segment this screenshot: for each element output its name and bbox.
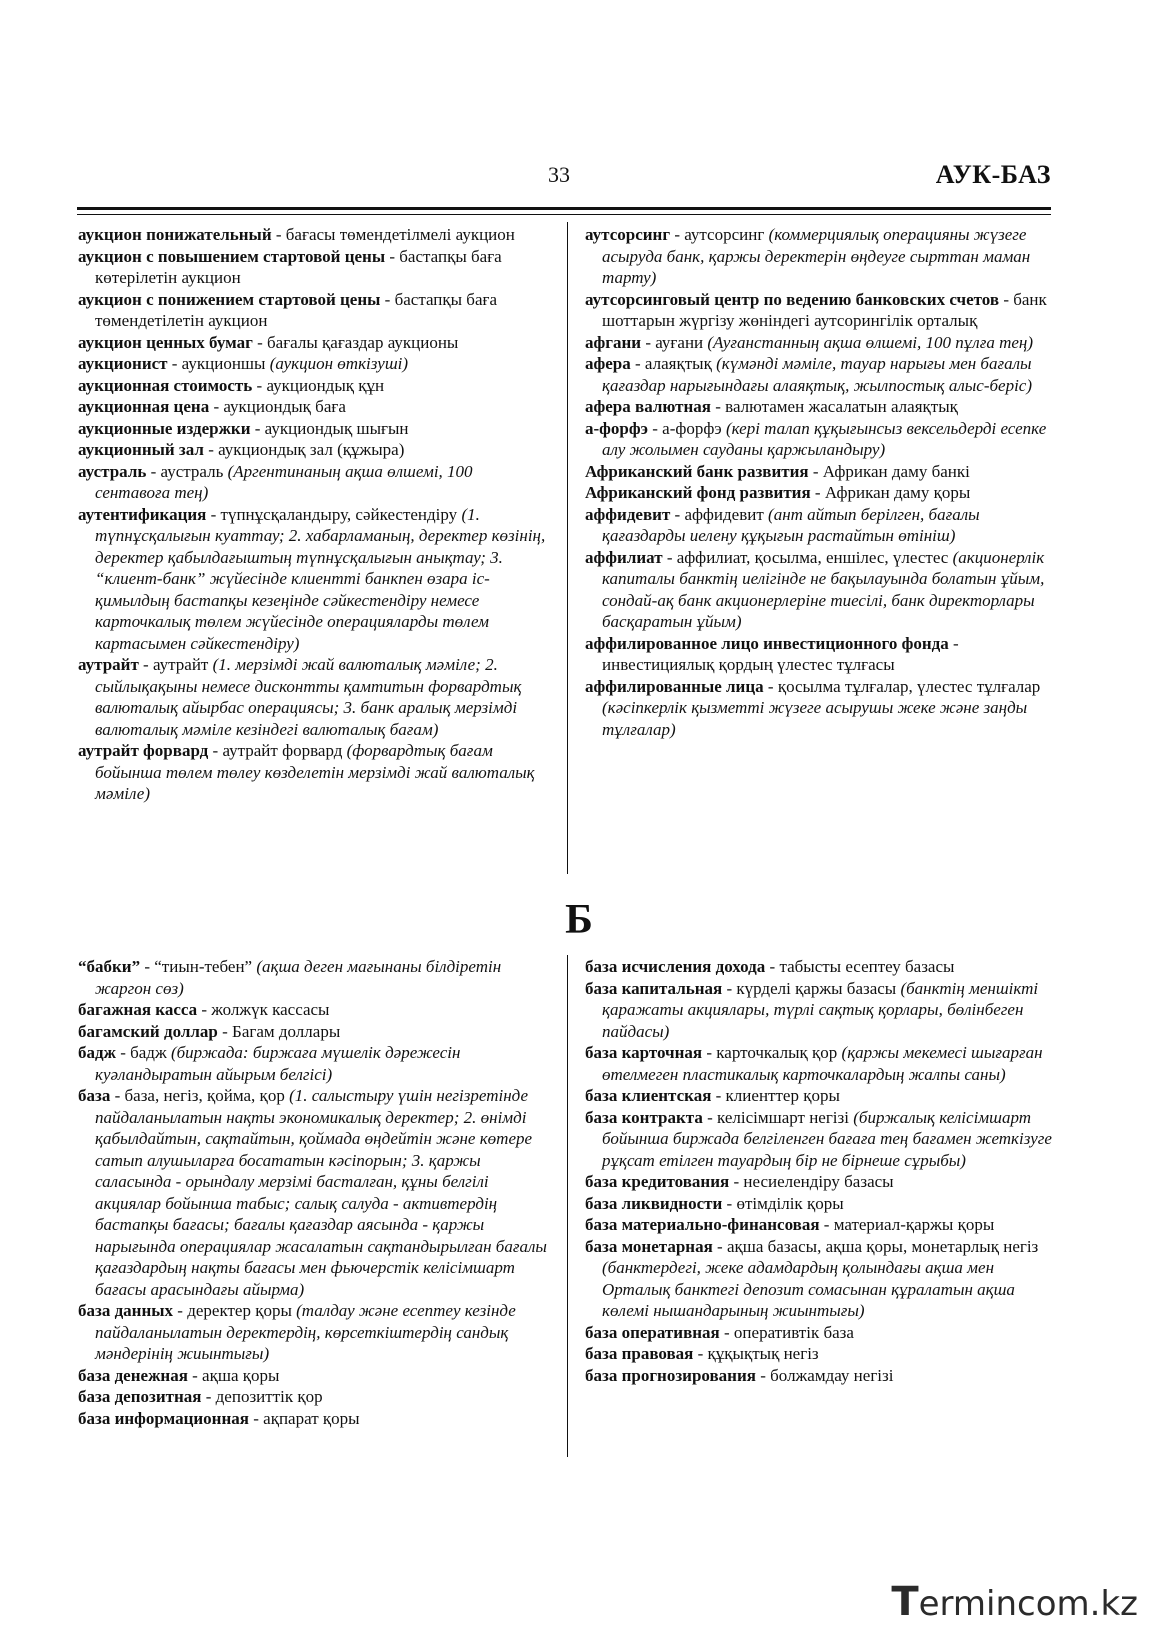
dictionary-entry — [585, 461, 1053, 483]
dictionary-entry — [585, 1365, 1053, 1387]
entry-translation: - қосылма тұлғалар, үлестес тұлғалар — [763, 676, 1041, 696]
entry-translation: - материал-қаржы қоры — [819, 1215, 995, 1234]
entry-term: аукционист — [78, 354, 168, 373]
dictionary-entry — [585, 1107, 1053, 1172]
dictionary-entry — [585, 1322, 1053, 1344]
entry-translation: - алаяқтық — [630, 354, 717, 373]
entry-translation: - валютамен жасалатын алаяқтық — [711, 397, 958, 416]
entry-note: (ақша деген мағынаны білдіретін жаргон сөз) — [95, 957, 502, 998]
entry-translation: - аукциондық зал (құжыра) — [203, 440, 405, 459]
entry-note: (банктердегі, жеке адамдардың қолындағы ақша мен Орталық банктегі депозит сомасынан құралатын ақша көлемі нышандарының жиынтығы) — [602, 1258, 1015, 1320]
dictionary-entry — [78, 246, 548, 289]
dictionary-entry — [78, 439, 548, 461]
column-divider-bottom — [567, 955, 568, 1457]
entry-translation: - табысты есептеу базасы — [765, 957, 955, 976]
entry-note: (аукцион өткізуші) — [269, 354, 409, 373]
dictionary-entry — [78, 1300, 548, 1365]
header-rule-thick — [77, 207, 1051, 210]
entry-note: (1. түпнұсқалығын куаттау; 2. хабарламаның, деректер көзінің, деректер қабылдағыштың түпнұсқалығын анықтау; 3. “клиент-банк” жүйесінде клиентті банкпен өзара іс-қимылдың бастапқы кезеңінде сәйкестендіру немесе карточкалық төлем жүйесінде операцияларды төлем картасымен сәйкестендіру) — [95, 504, 546, 653]
entry-term: аукционная цена — [78, 397, 210, 416]
entry-term: база информационная — [78, 1408, 249, 1428]
watermark-logo-text: ermincom.kz — [918, 1584, 1138, 1624]
entry-translation: - күрделі қаржы базасы — [722, 978, 901, 998]
dictionary-entry — [78, 375, 548, 397]
entry-translation: - аффилиат, қосылма, еншілес, үлестес — [662, 547, 953, 567]
dictionary-entry — [585, 978, 1053, 1043]
entry-term: багамский доллар — [78, 1021, 218, 1041]
entry-term: аукцион с понижением стартовой цены — [78, 289, 381, 309]
entry-note: (коммерциялық операцияны жүзеге асыруда банк, қаржы деректерін өңдеуге сырттан маман тарту) — [602, 225, 1031, 287]
entry-term: база исчисления дохода — [585, 957, 766, 976]
entry-translation: - а-форфэ — [648, 418, 726, 438]
entry-translation: - бастапқы баға төмендетілетін аукцион — [95, 289, 498, 330]
entry-translation: - аффидевит — [670, 504, 769, 524]
entry-term: аукцион с повышением стартовой цены — [78, 246, 386, 266]
column-top-left — [78, 224, 548, 805]
entry-translation: - банк шоттарын жүргізу жөніндегі аутсорингілік орталық — [602, 289, 1047, 330]
entry-term: Африканский банк развития — [585, 461, 809, 481]
entry-translation: - депозиттік қор — [201, 1387, 323, 1406]
entry-term: афера валютная — [585, 397, 711, 416]
entry-term: база денежная — [78, 1365, 188, 1385]
entry-note: (Аргентинаның ақша өлшемі, 100 сентавоға тең) — [95, 461, 473, 502]
dictionary-entry — [585, 482, 1053, 504]
dictionary-entry — [78, 289, 548, 332]
dictionary-entry — [78, 654, 548, 740]
entry-translation: - оперативтік база — [719, 1322, 854, 1342]
entry-term: база правовая — [585, 1344, 694, 1363]
entry-term: аффилированное лицо инвестиционного фонда — [585, 633, 949, 653]
header-rule-thin — [77, 214, 1051, 215]
dictionary-entry — [78, 353, 548, 375]
entry-note: (форвардтық бағам бойынша төлем төлеу көзделетін мерзімді жай валюталық мәміле) — [95, 741, 535, 803]
dictionary-entry — [585, 547, 1053, 633]
dictionary-entry — [585, 396, 1053, 418]
entry-translation: - аутсорсинг — [670, 225, 769, 244]
entry-term: аукцион понижательный — [78, 225, 272, 244]
dictionary-entry — [78, 504, 548, 655]
entry-term: база данных — [78, 1301, 174, 1320]
entry-translation: - бағалы қағаздар аукционы — [252, 332, 459, 352]
dictionary-entry — [585, 676, 1053, 741]
dictionary-entry — [78, 461, 548, 504]
dictionary-entry — [585, 332, 1053, 354]
entry-translation: - ауғани — [641, 332, 708, 352]
dictionary-entry — [585, 224, 1053, 289]
dictionary-entry — [78, 1042, 548, 1085]
column-divider-top — [567, 222, 568, 874]
entry-term: аффилиат — [585, 547, 663, 567]
entry-translation: - аукциондық құн — [252, 375, 385, 395]
entry-translation: - аутрайт — [138, 655, 213, 674]
entry-translation: - клиенттер қоры — [711, 1086, 840, 1105]
dictionary-entry — [78, 740, 548, 805]
entry-term: аффилированные лица — [585, 676, 764, 696]
entry-translation: - аустраль — [146, 461, 228, 481]
dictionary-entry — [585, 956, 1053, 978]
entry-translation: - аутрайт форвард — [208, 741, 347, 760]
entry-translation: - деректер қоры — [173, 1301, 297, 1320]
entry-term: а-форфэ — [585, 418, 648, 438]
entry-term: аутсорсинг — [585, 225, 671, 244]
entry-term: база материально-финансовая — [585, 1215, 820, 1234]
dictionary-entry — [585, 1171, 1053, 1193]
dictionary-entry — [78, 1021, 548, 1043]
entry-note: (ант айтып берілген, бағалы қағаздарды иелену құқығын растайтын өтініш) — [602, 504, 980, 545]
entry-note: (1. мерзімді жай валюталық мәміле; 2. сыйлықақыны немесе дисконтты қамтитын форвардтық валюталық айырбас операциясы; 3. банк аралық мерзімді валюталық мәміле кезіндегі валюталық бағам) — [95, 655, 522, 739]
entry-translation: - келісімшарт негізі — [702, 1107, 854, 1127]
entry-translation: - база, негіз, қойма, қор — [110, 1086, 290, 1105]
entry-term: аукционный зал — [78, 440, 204, 459]
column-top-right — [585, 224, 1053, 740]
watermark-logo[interactable] — [891, 1579, 1138, 1625]
dictionary-entry — [585, 1236, 1053, 1322]
column-bottom-right — [585, 956, 1053, 1386]
dictionary-entry — [78, 956, 548, 999]
entry-term: аустраль — [78, 461, 147, 481]
entry-translation: - аукциондық шығын — [250, 418, 409, 438]
dictionary-entry — [585, 1042, 1053, 1085]
entry-translation: - несиелендіру базасы — [729, 1172, 894, 1191]
entry-note: (биржада: биржаға мүшелік дәрежесін куәландыратын айырым белгісі) — [95, 1043, 461, 1084]
entry-translation: - бадж — [115, 1043, 171, 1062]
dictionary-entry — [78, 1085, 548, 1300]
entry-note: (кері талап құқығынсыз вексельдерді есепке алу жолымен сауданы қаржыландыру) — [602, 418, 1047, 459]
entry-note: (қаржы мекемесі шығарған өтелмеген пластикалық карточкалардың жалпы саны) — [602, 1043, 1043, 1084]
dictionary-entry — [78, 224, 548, 246]
entry-term: база монетарная — [585, 1236, 713, 1256]
entry-translation: - ақпарат қоры — [248, 1408, 360, 1428]
entry-term: база прогнозирования — [585, 1365, 756, 1385]
entry-translation: - Африкан даму қоры — [810, 483, 971, 502]
entry-translation: - ақша базасы, ақша қоры, монетарлық негіз — [712, 1236, 1039, 1256]
entry-translation: - бағасы төмендетілмелі аукцион — [271, 225, 515, 244]
dictionary-entry — [78, 1386, 548, 1408]
dictionary-entry — [585, 418, 1053, 461]
entry-term: база — [78, 1086, 111, 1105]
entry-note: (акционерлік капиталы банктің иелігінде не бақылауында болатын ұйым, сондай-ақ банк акционерлеріне тиесілі, банк директорлары басқаратын ұйым) — [602, 547, 1045, 631]
entry-term: Африканский фонд развития — [585, 483, 811, 502]
entry-term: база клиентская — [585, 1086, 712, 1105]
entry-term: база карточная — [585, 1043, 703, 1062]
watermark-logo-t: T — [891, 1579, 919, 1625]
entry-term: аутрайт форвард — [78, 741, 209, 760]
entry-term: аукционная стоимость — [78, 375, 253, 395]
entry-term: бадж — [78, 1043, 116, 1062]
dictionary-entry — [78, 396, 548, 418]
entry-term: афера — [585, 354, 631, 373]
dictionary-entry — [78, 332, 548, 354]
entry-term: база депозитная — [78, 1387, 202, 1406]
entry-term: база кредитования — [585, 1172, 730, 1191]
entry-translation: - инвестициялық қордың үлестес тұлғасы — [602, 633, 959, 674]
entry-translation: - бастапқы баға көтерілетін аукцион — [95, 246, 502, 287]
dictionary-entry — [585, 1085, 1053, 1107]
running-head: АУК-БАЗ — [935, 160, 1051, 189]
entry-note: (күмәнді мәміле, тауар нарығы мен бағалы қағаздар нарығындағы алаяқтық, жылпостық алыс-беріс) — [602, 354, 1033, 395]
dictionary-entry — [78, 418, 548, 440]
entry-translation: - өтімділік қоры — [722, 1193, 844, 1213]
dictionary-entry — [585, 353, 1053, 396]
section-letter-heading: Б — [565, 897, 593, 943]
column-bottom-left — [78, 956, 548, 1429]
entry-term: аутрайт — [78, 655, 139, 674]
entry-term: афгани — [585, 332, 642, 352]
entry-translation: - ақша қоры — [187, 1365, 280, 1385]
entry-term: база оперативная — [585, 1322, 720, 1342]
entry-note: (банктің меншікті қаражаты акциялары, түрлі сақтық қорлары, бөлінбеген пайдасы) — [602, 978, 1039, 1041]
dictionary-entry — [585, 633, 1053, 676]
entry-term: аутсорсинговый центр по ведению банковских счетов — [585, 289, 1000, 309]
dictionary-entry — [585, 1193, 1053, 1215]
entry-translation: - жолжүк кассасы — [197, 1000, 330, 1019]
entry-note: (талдау және есептеу кезінде пайдаланылатын деректердің, көрсеткіштердің сандық мәндерінің жиынтығы) — [95, 1301, 516, 1363]
dictionary-entry — [78, 999, 548, 1021]
entry-translation: - түпнұсқаландыру, сәйкестендіру — [206, 504, 462, 524]
entry-translation: - карточкалық қор — [702, 1043, 842, 1062]
entry-note: (1. салыстыру үшін негізретінде пайдаланылатын нақты экономикалық деректер; 2. өнімді қабылдайтын, сақтайтын, қоймада өңдейтін және көтере сатып алушыларға босататын кәсіпорын; 3. қаржы саласында - орындалу мерзімі басталған, құны белгілі акциялар бойынша табыс; салық салуда - активтердің бастапқы бағасы; бағалы қағаздар аясында - қаржы нарығында операциялар жасалатын сақтандырылған бағалы қағаздардың нақты бағасы мен фьючерстік келісімшарт бағасы арасындағы айырма) — [95, 1086, 547, 1299]
dictionary-entry — [585, 289, 1053, 332]
entry-translation: - аукционшы — [167, 354, 270, 373]
entry-term: аффидевит — [585, 504, 671, 524]
entry-note: (биржалық келісімшарт бойынша биржада белгіленген бағаға тең бағамен жеткізуге рұқсат етілген тауардың бір не бірнеше сұрыбы) — [602, 1107, 1052, 1170]
page-number: 33 — [548, 162, 570, 187]
entry-translation: - Багам доллары — [217, 1021, 341, 1041]
entry-translation: - “тиын-тебен” — [140, 957, 257, 976]
dictionary-entry — [78, 1365, 548, 1387]
dictionary-entry — [585, 1343, 1053, 1365]
entry-term: багажная касса — [78, 1000, 198, 1019]
dictionary-entry — [78, 1408, 548, 1430]
entry-translation: - болжамдау негізі — [755, 1365, 894, 1385]
entry-translation: - құқықтық негіз — [693, 1344, 819, 1363]
entry-note: (кәсіпкерлік қызметті жүзеге асырушы жеке және заңды тұлғалар) — [602, 698, 1028, 739]
entry-term: база капитальная — [585, 978, 723, 998]
dictionary-entry — [585, 1214, 1053, 1236]
entry-term: аукцион ценных бумаг — [78, 332, 253, 352]
entry-term: аутентификация — [78, 504, 207, 524]
entry-term: аукционные издержки — [78, 418, 251, 438]
entry-translation: - Африкан даму банкі — [808, 461, 970, 481]
entry-term: база контракта — [585, 1107, 703, 1127]
entry-term: “бабки” — [78, 957, 141, 976]
entry-note: (Ауғанстанның ақша өлшемі, 100 пұлға тең) — [707, 332, 1034, 352]
dictionary-entry — [585, 504, 1053, 547]
entry-term: база ликвидности — [585, 1193, 723, 1213]
entry-translation: - аукциондық баға — [209, 397, 346, 416]
